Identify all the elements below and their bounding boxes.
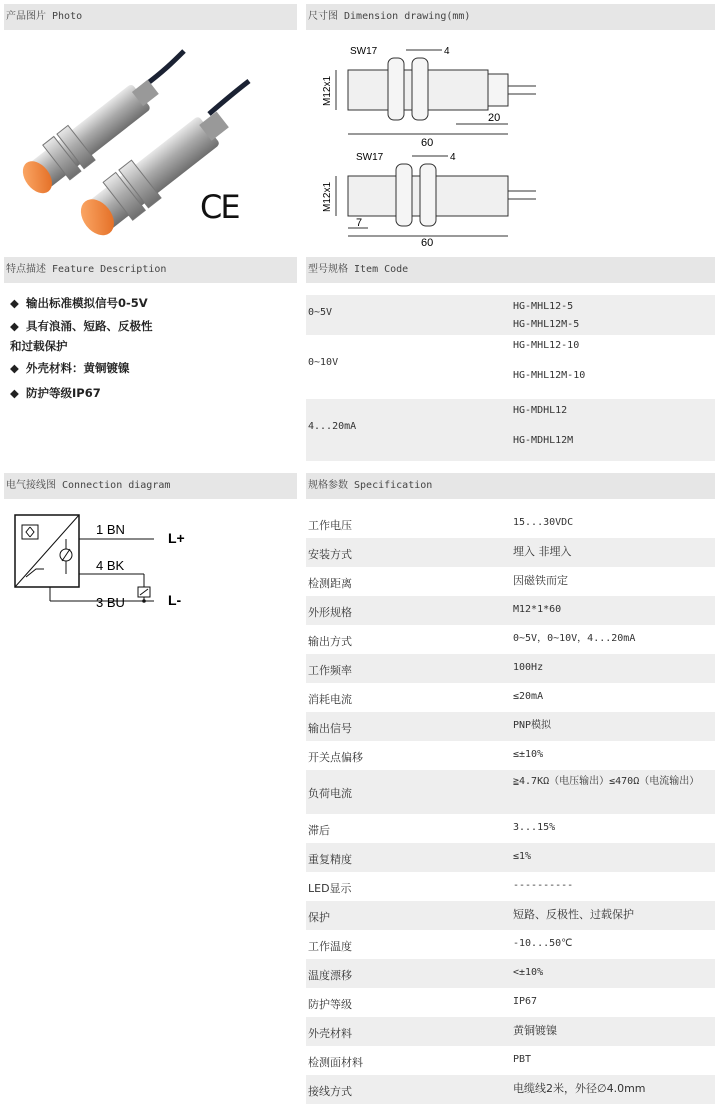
table-row: 负荷电流 ≧4.7KΩ（电压输出）≤470Ω（电流输出）	[306, 770, 715, 814]
product-photo	[4, 36, 297, 251]
table-row: 工作频率 100Hz	[306, 654, 715, 683]
dim-bottom-nut: 4	[450, 152, 456, 163]
table-row: 滞后 3...15%	[308, 822, 556, 837]
table-row: 重复精度 ≤1%	[306, 843, 715, 872]
feature-item: ◆ 防护等级IP67	[10, 386, 101, 400]
table-row: 外形规格 M12*1*60	[306, 596, 715, 625]
dimension-drawing	[306, 36, 715, 251]
feature-item: ◆ 外壳材料：黄铜镀镍	[10, 361, 130, 375]
wire-1-label: 1 BN	[96, 522, 125, 537]
ce-mark: CE	[200, 188, 239, 226]
section-header-photo: 产品图片 Photo	[4, 4, 297, 30]
table-row: 0~5V HG-MHL12-5 HG-MHL12M-5	[306, 295, 715, 335]
item-code-table	[306, 283, 715, 468]
table-row: 输出方式 0~5V，0~10V，4...20mA	[308, 633, 636, 648]
table-row: LED显示 ----------	[308, 880, 574, 895]
table-row: 接线方式 电缆线2米，外径∅4.0mm	[306, 1075, 715, 1104]
feature-item: 和过载保护	[10, 339, 68, 353]
specification-table	[306, 509, 715, 1107]
dim-top-nut: 4	[444, 46, 450, 57]
table-row: 4...20mA HG-MDHL12 HG-MDHL12M	[306, 399, 715, 461]
table-row: 检测面材料 PBT	[308, 1054, 532, 1069]
table-row: 温度漂移 <±10%	[306, 959, 715, 988]
section-header-dimension: 尺寸图 Dimension drawing(mm)	[306, 4, 715, 30]
section-header-connection: 电气接线图 Connection diagram	[4, 473, 297, 499]
sensor-photo-illustration	[4, 36, 297, 251]
table-row: 开关点偏移 ≤±10%	[308, 749, 544, 764]
feature-item: ◆ 输出标准模拟信号0-5V	[10, 296, 148, 310]
section-header-feature: 特点描述 Feature Description	[4, 257, 297, 283]
dim-top-thread: M12x1	[322, 75, 333, 106]
minus-terminal-label: L-	[168, 592, 182, 608]
wiring-diagram-svg	[4, 503, 297, 623]
table-row: 0~10V HG-MHL12-10 HG-MHL12M-10	[308, 340, 586, 381]
table-row: 消耗电流 ≤20mA	[308, 691, 544, 706]
connection-diagram	[4, 503, 297, 623]
table-row: 检测距离 因磁铁而定	[308, 574, 568, 590]
section-header-specification: 规格参数 Specification	[306, 473, 715, 499]
table-row: 安装方式 埋入 非埋入	[306, 538, 715, 567]
dim-bottom-wrench: SW17	[356, 152, 384, 163]
section-header-item-code: 型号规格 Item Code	[306, 257, 715, 283]
table-row: 防护等级 IP67	[308, 996, 538, 1011]
dim-top-wrench: SW17	[350, 46, 378, 57]
table-row: 输出信号 PNP模拟	[306, 712, 715, 741]
dim-top-length: 60	[421, 137, 434, 149]
feature-list	[4, 283, 297, 468]
wire-4-label: 4 BK	[96, 558, 125, 573]
table-row: 外壳材料 黄铜镀镍	[306, 1017, 715, 1046]
dim-top-cable: 20	[488, 112, 501, 124]
table-row: 工作温度 -10...50℃	[308, 938, 573, 953]
table-row: 保护 短路、反极性、过载保护	[306, 901, 715, 930]
dimension-drawing-svg	[306, 36, 715, 251]
dim-bottom-embed: 7	[356, 217, 363, 229]
plus-terminal-label: L+	[168, 530, 185, 546]
dim-bottom-length: 60	[421, 237, 434, 249]
dim-bottom-thread: M12x1	[322, 181, 333, 212]
wire-3-label: 3 BU	[96, 595, 125, 610]
feature-item: ◆ 具有浪涌、短路、反极性	[10, 319, 153, 333]
table-row: 工作电压 15...30VDC	[308, 517, 574, 532]
